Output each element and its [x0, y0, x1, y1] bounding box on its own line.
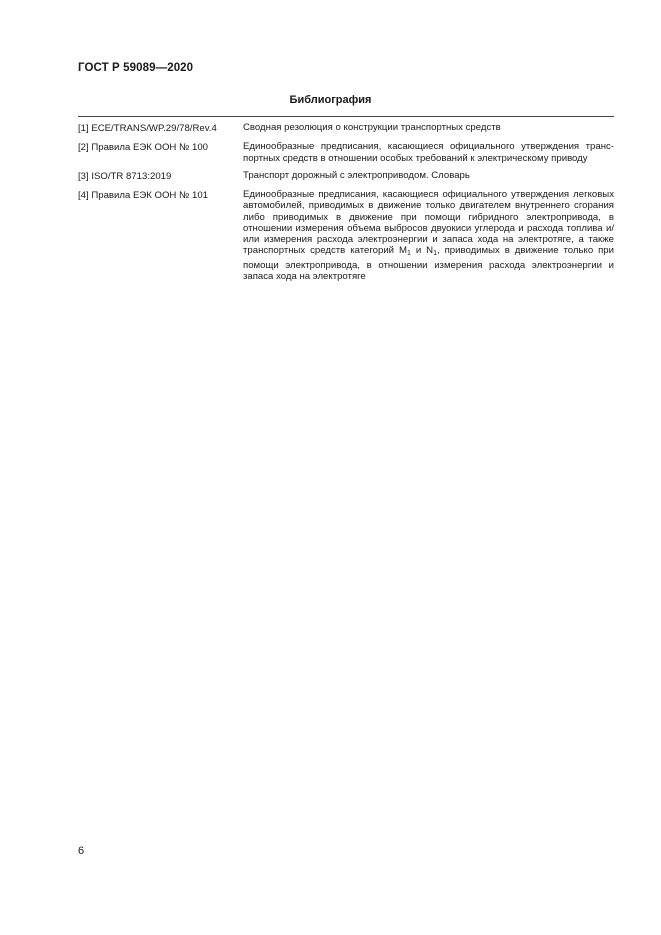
bibliography-ref: [2] Правила ЕЭК ООН № 100 [78, 142, 208, 154]
section-title: Библиография [289, 94, 372, 106]
bibliography-ref: [1] ECE/TRANS/WP.29/78/Rev.4 [78, 123, 217, 134]
bibliography-description: Единообразные предписания, касающиеся официального утверждения транс-портных средств в отношении особых требований к электрическому приводу [243, 141, 614, 164]
bibliography-description [243, 189, 614, 282]
subscript: 1 [406, 250, 411, 258]
bibliography-description: Транспорт дорожный с электроприводом. Словарь [243, 169, 470, 181]
bibliography-entry-2 [78, 141, 614, 164]
bibliography-ref: [4] Правила ЕЭК ООН № 101 [78, 190, 208, 201]
page-number: 6 [78, 845, 85, 857]
bibliography-entry-4 [78, 189, 614, 282]
bibliography-entry-1 [78, 122, 614, 135]
bibliography-description: Сводная резолюция о конструкции транспортных средств [243, 122, 501, 133]
description-text: и N [410, 245, 434, 257]
divider-line [78, 116, 614, 117]
bibliography-list [78, 122, 614, 288]
bibliography-entry-3 [78, 170, 614, 183]
subscript: 1 [433, 250, 437, 258]
bibliography-ref: [3] ISO/TR 8713:2019 [78, 170, 172, 182]
description-text: , приводимых в движение только при помощи электропривода, в отношении измерения расхода электроэнергии и запаса хода на электротяге [243, 245, 614, 283]
document-code: ГОСТ Р 59089—2020 [78, 62, 194, 74]
description-text: Единообразные предписания, касающиеся официального утверждения легковых автомобилей, приводимых в движение только двигателем внутреннего сгорания либо приводимых в движение при помощи гибридного электропривода, в отношении измерения объема выбросов двуокиси углерода и расхода топлива и/или измерения расхода электроэнергии и запаса хода на электротяге, а также транспортных средств категорий M [243, 189, 614, 257]
